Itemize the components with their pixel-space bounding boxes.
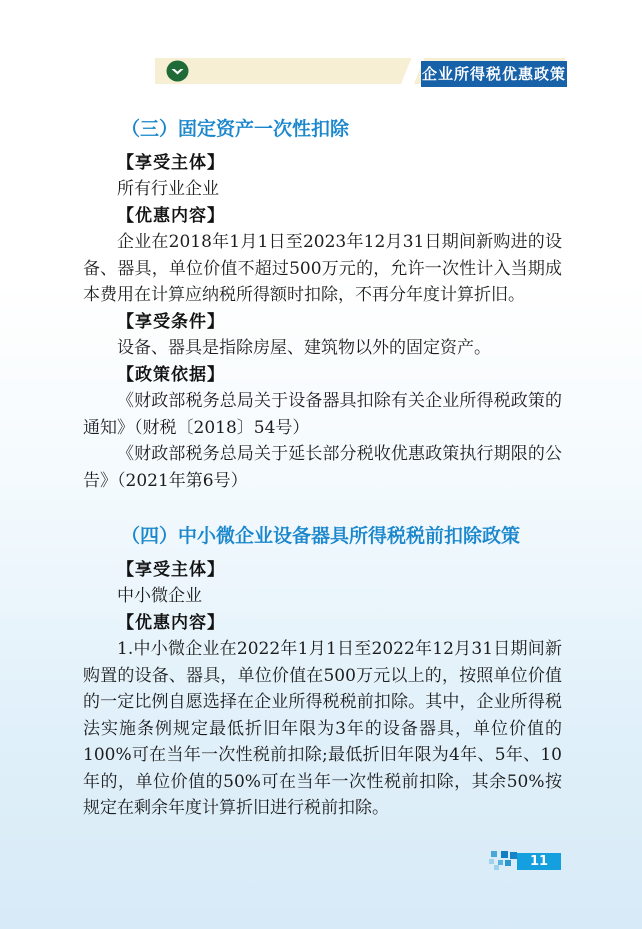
section-3-label-subject: 【享受主体】 xyxy=(117,152,225,173)
section-3-subject-text: 所有行业企业 xyxy=(117,179,219,199)
section-3-label-policy-basis: 【政策依据】 xyxy=(117,364,225,385)
footer-mosaic-icon xyxy=(489,851,517,871)
section-3-content-paragraph: 企业在2018年1月1日至2023年12月31日期间新购进的设备、器具，单位价值不超过500万元的，允许一次性计入当期成本费用在计算应纳税所得额时扣除，不再分年度计算折旧。 xyxy=(83,232,562,305)
section-4-label-subject: 【享受主体】 xyxy=(117,559,225,580)
section-4-label-content: 【优惠内容】 xyxy=(117,612,225,633)
header-chapter-tag: 企业所得税优惠政策 xyxy=(421,61,567,87)
section-3-label-conditions: 【享受条件】 xyxy=(117,311,225,332)
page-number-badge: 11 xyxy=(517,853,561,870)
section-4-heading: （四）中小微企业设备器具所得税税前扣除政策 xyxy=(121,525,521,547)
document-content xyxy=(83,116,562,822)
section-3-policy-ref-1: 《财政部税务总局关于设备器具扣除有关企业所得税政策的通知》（财税〔2018〕54号） xyxy=(83,391,562,438)
section-4-content-paragraph: 1.中小微企业在2022年1月1日至2022年12月31日期间新购置的设备、器具，单位价值在500万元以上的，按照单位价值的一定比例自愿选择在企业所得税税前扣除。其中，企业所得税法实施条例规定最低折旧年限为3年的设备器具，单位价值的100%可在当年一次性税前扣除;最低折旧年限为4年、5年、10年的，单位价值的50%可在当年一次性税前扣除，其余50%按规定在剩余年度计算折旧进行税前扣除。 xyxy=(83,639,562,818)
leaf-badge-icon xyxy=(166,60,189,82)
section-3-conditions-text: 设备、器具是指除房屋、建筑物以外的固定资产。 xyxy=(117,338,491,358)
header-band xyxy=(155,58,565,84)
section-3-policy-ref-2: 《财政部税务总局关于延长部分税收优惠政策执行期限的公告》（2021年第6号） xyxy=(83,444,562,491)
section-4-subject-text: 中小微企业 xyxy=(117,586,202,606)
page-footer xyxy=(489,851,561,871)
section-3-label-content: 【优惠内容】 xyxy=(117,205,225,226)
section-3-heading: （三）固定资产一次性扣除 xyxy=(121,118,350,140)
